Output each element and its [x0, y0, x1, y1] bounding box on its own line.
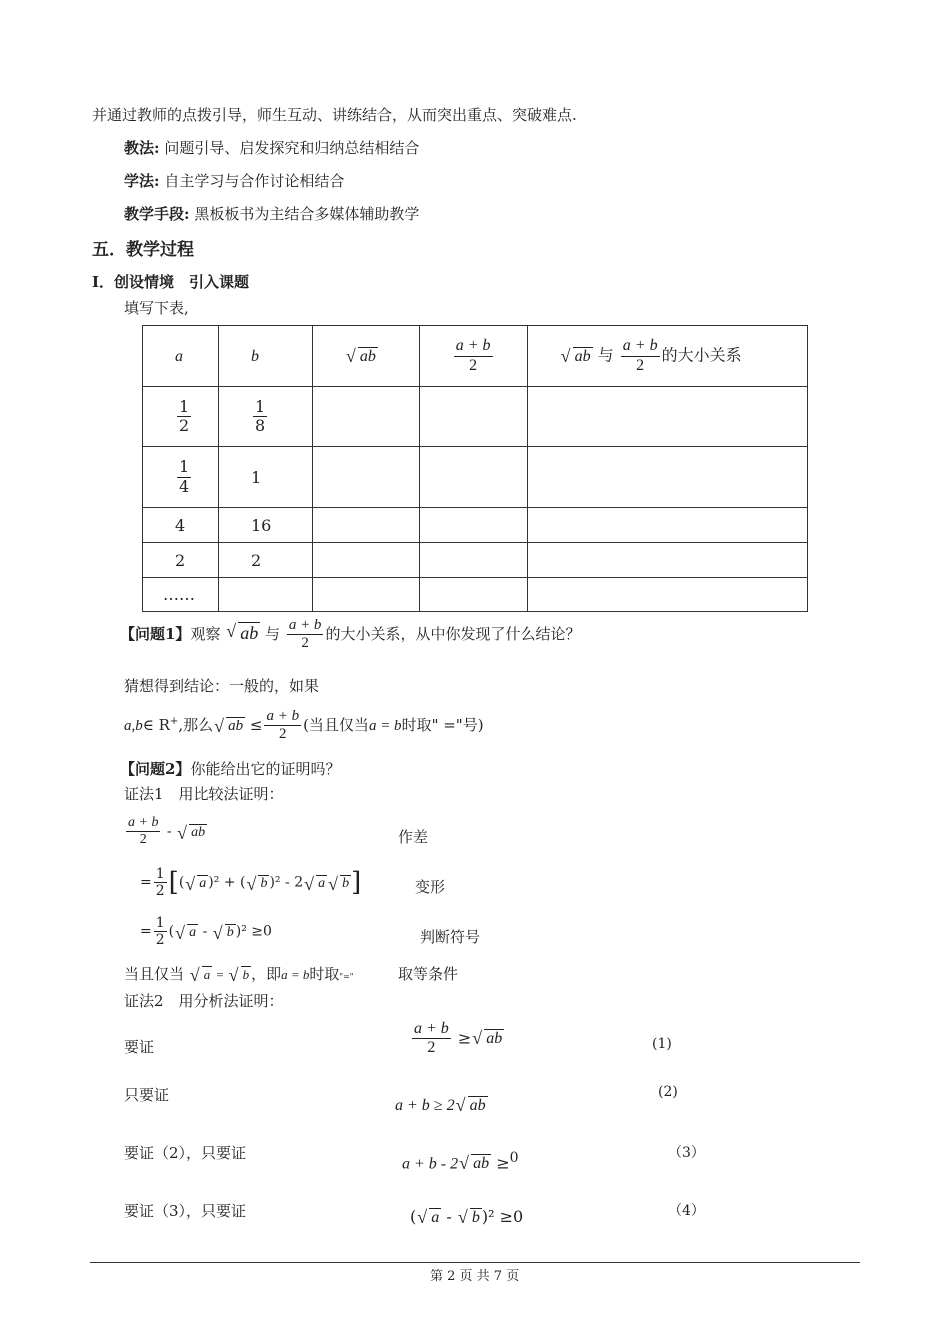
table-cell: 2	[143, 543, 219, 578]
table-row	[143, 543, 808, 578]
table-cell: 16	[218, 508, 312, 543]
proof-2-number: （3）	[668, 1145, 705, 1161]
table-cell	[218, 578, 312, 612]
proof-2-expr-2: a + b ≥ 2√ ab	[395, 1095, 488, 1115]
table-row	[143, 447, 808, 508]
table-cell: $\frac{1}{2}$	[143, 387, 219, 447]
table-cell	[312, 387, 419, 447]
method-text: 黑板板书为主结合多媒体辅助教学	[194, 205, 420, 223]
table-cell	[312, 578, 419, 612]
table-cell	[419, 578, 527, 612]
question-2: 【问题2】你能给出它的证明吗？	[120, 760, 341, 778]
part-title: Ⅰ．创设情境 引入课题	[92, 273, 250, 291]
proof-2-expr-1: $\frac{a + b}{2}$ ≥√ ab	[410, 1020, 504, 1058]
learning-method	[124, 170, 344, 191]
page-footer: 第 2 页 共 7 页	[430, 1269, 520, 1284]
proof-step-label: 取等条件	[398, 965, 459, 983]
equality-condition: 当且仅当 √ a = √ b ，即a = b时取"="	[124, 963, 353, 984]
table-cell	[312, 508, 419, 543]
fill-table-prompt: 填写下表,	[124, 299, 189, 317]
proof-1-line-1: $\frac{a + b}{2}$ - √ ab	[124, 815, 207, 848]
table-header-cell: a	[143, 326, 219, 387]
conjecture: 猜想得到结论：一般的，如果	[124, 677, 320, 695]
table-cell	[419, 508, 527, 543]
table-cell: 1	[218, 447, 312, 508]
table-cell: 2	[218, 543, 312, 578]
table-header-cell: √ ab	[312, 326, 419, 387]
table-header-cell: b	[218, 326, 312, 387]
proof-2-number: (1)	[652, 1036, 672, 1052]
table-cell	[419, 387, 527, 447]
table-cell	[527, 387, 807, 447]
footer-divider	[90, 1262, 860, 1263]
teaching-method	[124, 137, 419, 158]
proof-2-expr-3: a + b - 2√ ab ≥$^0$	[402, 1150, 519, 1173]
proof-2-label: 要证（2），只要证	[124, 1144, 247, 1162]
table-cell: $\frac{1}{8}$	[218, 387, 312, 447]
method-label: 教学手段:	[124, 205, 190, 223]
proof-step-label: 作差	[398, 828, 429, 846]
table-cell: $\frac{1}{4}$	[143, 447, 219, 508]
table-cell	[419, 447, 527, 508]
proof-1-line-3: = $\frac{1}{2}$ (√ a - √ b )² ≥0	[140, 915, 272, 948]
theorem: a,b∈ R+,那么√ ab ≤ $\frac{a + b}{2}$ (当且仅当a = b时取" ="号)	[124, 708, 484, 744]
table-cell	[312, 447, 419, 508]
table-header-cell: √ ab 与 $\frac{a + b}{2}$ 的大小关系	[527, 326, 807, 387]
teaching-means	[124, 203, 419, 224]
table-cell	[419, 543, 527, 578]
proof-2-label: 只要证	[124, 1086, 170, 1104]
question-label: 【问题2】	[120, 760, 191, 778]
proof-2-number: (2)	[658, 1084, 678, 1100]
table-cell	[527, 508, 807, 543]
intro-line: 并通过教师的点拨引导，师生互动、讲练结合，从而突出重点、突破难点.	[92, 106, 577, 124]
table-header-row	[143, 326, 808, 387]
question-label: 【问题1】	[120, 624, 191, 643]
comparison-table	[142, 325, 808, 612]
table-cell: 4	[143, 508, 219, 543]
section-title: 五．教学过程	[92, 240, 194, 260]
table-cell	[527, 543, 807, 578]
table-header-cell: $\frac{a + b}{2}$	[419, 326, 527, 387]
proof-step-label: 变形	[415, 878, 446, 896]
table-cell	[312, 543, 419, 578]
proof-2-label: 要证（3），只要证	[124, 1202, 247, 1220]
table-cell: ……	[143, 578, 219, 612]
method-label: 学法:	[124, 172, 160, 190]
table-row	[143, 387, 808, 447]
table-cell	[527, 447, 807, 508]
proof-2-expr-4: (√ a - √ b )² ≥0	[410, 1207, 523, 1227]
proof-1-title: 证法1 用比较法证明：	[124, 785, 284, 803]
proof-step-label: 判断符号	[420, 928, 481, 946]
method-text: 问题引导、启发探究和归纳总结相结合	[164, 139, 420, 157]
question-1: 【问题1】观察 √ ab 与 $\frac{a + b}{2}$ 的大小关系，从中你发现了什么结论？	[120, 617, 580, 653]
table-row	[143, 508, 808, 543]
method-label: 教法:	[124, 139, 160, 157]
proof-2-title: 证法2 用分析法证明：	[124, 992, 284, 1010]
method-text: 自主学习与合作讨论相结合	[164, 172, 345, 190]
table-row	[143, 578, 808, 612]
proof-1-line-2: = $\frac{1}{2}$ [(√ a )² + (√ b )² - 2√ a√ b]	[140, 866, 361, 899]
table-cell	[527, 578, 807, 612]
proof-2-number: （4）	[668, 1203, 705, 1219]
proof-2-label: 要证	[124, 1038, 155, 1056]
